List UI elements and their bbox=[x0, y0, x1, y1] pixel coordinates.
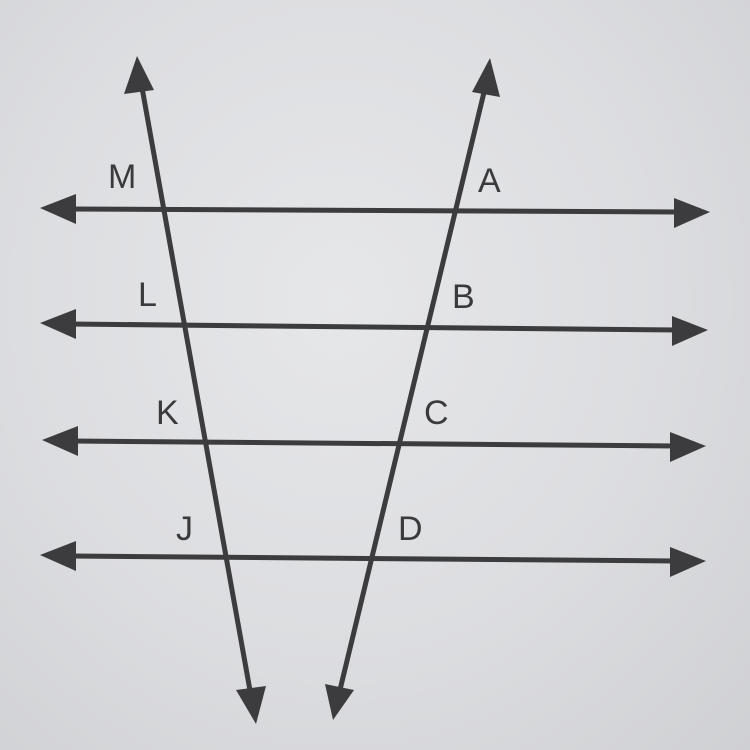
point-label-l: L bbox=[138, 276, 157, 314]
point-label-b: B bbox=[452, 278, 475, 316]
arrowhead-left-icon bbox=[40, 194, 76, 224]
arrowhead-left-icon bbox=[40, 309, 76, 339]
arrowhead-left-icon bbox=[42, 426, 78, 456]
point-label-k: K bbox=[156, 394, 179, 432]
arrowhead-right-icon bbox=[670, 547, 706, 577]
arrowhead-up-icon bbox=[124, 56, 154, 94]
left-transversal bbox=[124, 56, 266, 724]
arrowhead-down-icon bbox=[236, 686, 266, 724]
horizontal-line-1 bbox=[40, 194, 710, 228]
arrowhead-right-icon bbox=[674, 198, 710, 228]
horizontal-line-3 bbox=[42, 426, 706, 462]
horizontal-line-2 bbox=[40, 309, 708, 346]
point-label-m: M bbox=[108, 158, 137, 196]
point-label-j: J bbox=[176, 510, 193, 548]
arrowhead-down-icon bbox=[325, 684, 354, 720]
point-label-a: A bbox=[478, 162, 501, 200]
point-label-d: D bbox=[398, 510, 423, 548]
right-transversal bbox=[325, 58, 500, 720]
arrowhead-right-icon bbox=[670, 432, 706, 462]
arrowhead-right-icon bbox=[672, 316, 708, 346]
arrowhead-left-icon bbox=[40, 541, 76, 571]
arrowhead-up-icon bbox=[472, 58, 500, 97]
point-label-c: C bbox=[424, 394, 449, 432]
